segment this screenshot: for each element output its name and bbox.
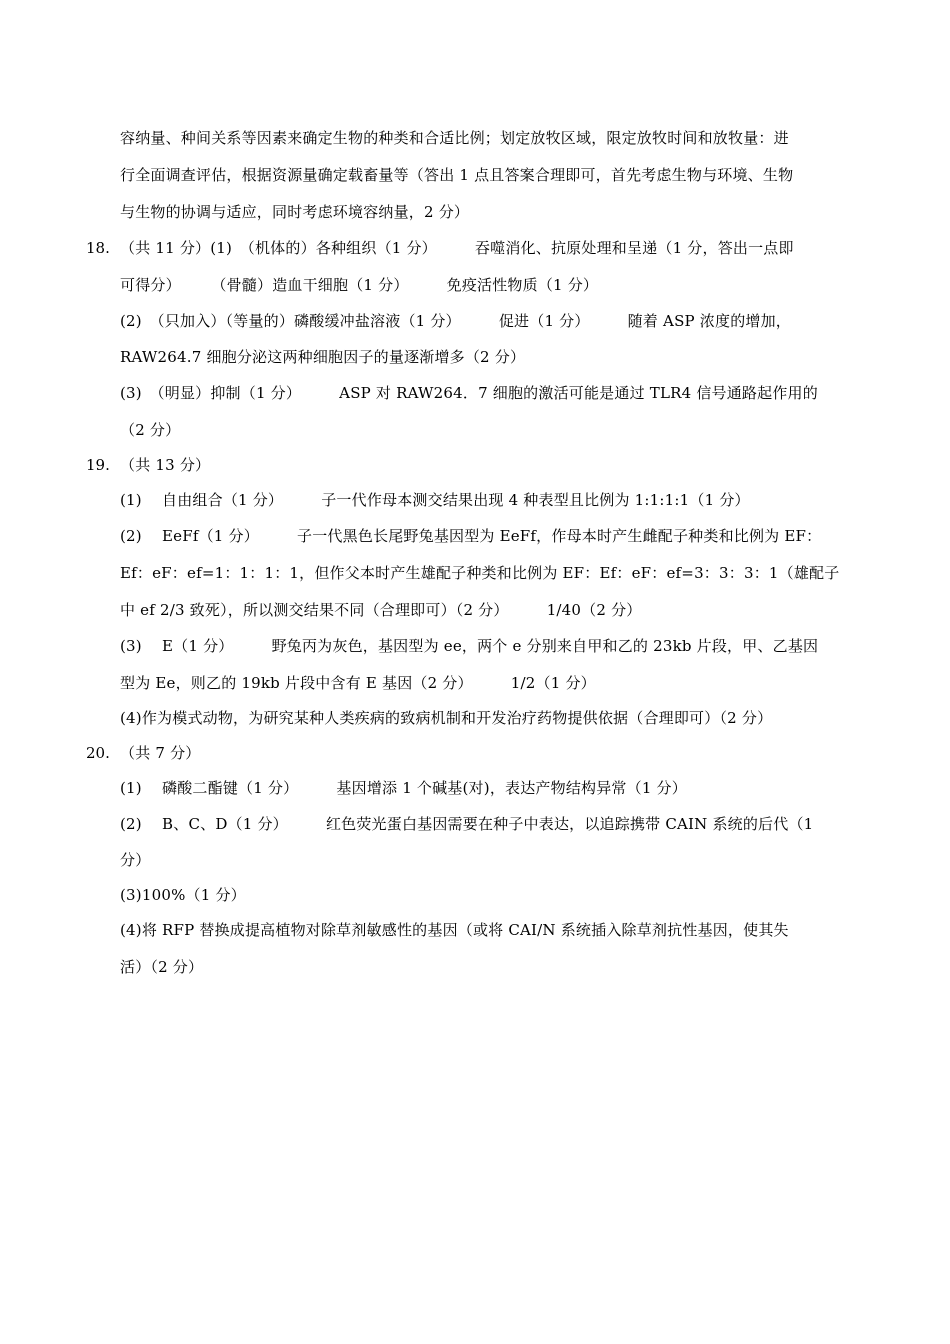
question-20-number: 20. <box>86 744 110 762</box>
q20-line-6: 活）（2 分） <box>120 958 204 976</box>
q19-line-6: 型为 Ee，则乙的 19kb 片段中含有 E 基因（2 分） 1/2（1 分） <box>120 674 596 692</box>
prev-answer-line-3: 与生物的协调与适应，同时考虑环境容纳量，2 分） <box>120 203 470 221</box>
q19-line-7: (4)作为模式动物，为研究某种人类疾病的致病机制和开发治疗药物提供依据（合理即可）（2 分） <box>120 709 773 727</box>
q20-line-4: (3)100%（1 分） <box>120 886 246 904</box>
q19-header: （共 13 分） <box>120 456 211 474</box>
question-19-number: 19. <box>86 456 110 474</box>
q20-line-3: 分） <box>120 851 151 869</box>
q20-line-1: (1) 磷酸二酯键（1 分） 基因增添 1 个碱基(对)，表达产物结构异常（1 分） <box>120 779 687 797</box>
q20-line-5: (4)将 RFP 替换成提高植物对除草剂敏感性的基因（或将 CAI/N 系统插入除草剂抗性基因，使其失 <box>120 921 789 939</box>
q19-line-1: (1) 自由组合（1 分） 子一代作母本测交结果出现 4 种表型且比例为 1:1:1:1（1 分） <box>120 491 750 509</box>
q18-line-3: (2) （只加入）（等量的）磷酸缓冲盐溶液（1 分） 促进（1 分） 随着 ASP 浓度的增加， <box>120 312 792 330</box>
q18-line-2: 可得分） （骨髓）造血干细胞（1 分） 免疫活性物质（1 分） <box>120 276 599 294</box>
q20-line-2: (2) B、C、D（1 分） 红色荧光蛋白基因需要在种子中表达，以追踪携带 CAIN 系统的后代（1 <box>120 815 814 833</box>
q18-line-4: RAW264.7 细胞分泌这两种细胞因子的量逐渐增多（2 分） <box>120 348 526 366</box>
prev-answer-line-2: 行全面调查评估，根据资源量确定载畜量等（答出 1 点且答案合理即可，首先考虑生物与环境、生物 <box>120 166 794 184</box>
q20-header: （共 7 分） <box>120 744 201 762</box>
prev-answer-line-1: 容纳量、种间关系等因素来确定生物的种类和合适比例；划定放牧区域，限定放牧时间和放牧量：进 <box>120 129 789 147</box>
q19-line-4: 中 ef 2/3 致死），所以测交结果不同（合理即可）（2 分） 1/40（2 分） <box>120 601 642 619</box>
q18-line-1: （共 11 分）(1) （机体的）各种组织（1 分） 吞噬消化、抗原处理和呈递（1 分，答出一点即 <box>120 239 794 257</box>
question-18-number: 18. <box>86 239 110 257</box>
q19-line-2: (2) EeFf（1 分） 子一代黑色长尾野兔基因型为 EeFf，作母本时产生雌配子种类和比例为 EF： <box>120 527 822 545</box>
q19-line-3: Ef：eF：ef=1：1：1：1，但作父本时产生雄配子种类和比例为 EF：Ef：eF：ef=3：3：3：1（雄配子 <box>120 564 840 582</box>
q18-line-6: （2 分） <box>120 421 181 439</box>
q19-line-5: (3) E（1 分） 野兔丙为灰色，基因型为 ee，两个 e 分别来自甲和乙的 23kb 片段，甲、乙基因 <box>120 637 819 655</box>
q18-line-5: (3) （明显）抑制（1 分） ASP 对 RAW264．7 细胞的激活可能是通过 TLR4 信号通路起作用的 <box>120 384 818 402</box>
